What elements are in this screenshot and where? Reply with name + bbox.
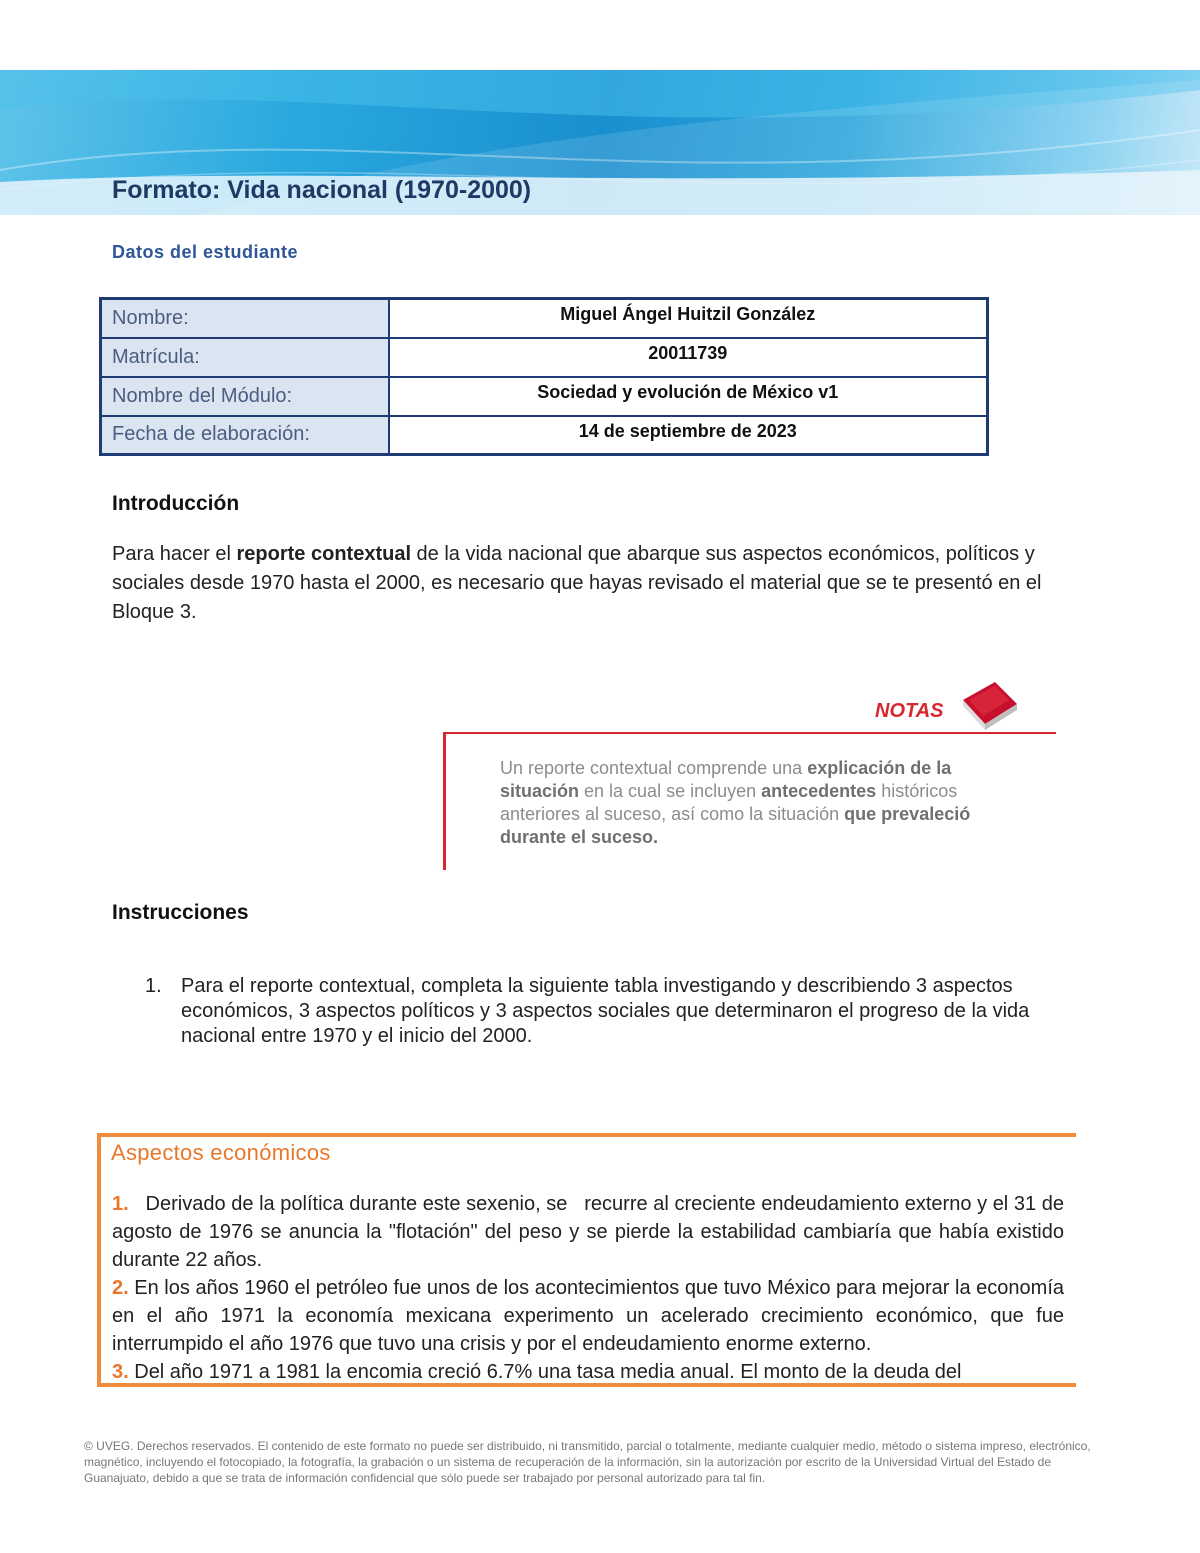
item-number: 3. xyxy=(112,1361,129,1383)
item-text: Derivado de la política durante este sexenio, se recurre al creciente endeudamiento externo y el 31 de agosto de 1976 se anuncia la "flotación" del peso y se pierde la estabilidad cambiaría que había existido durante 22 años. xyxy=(112,1193,1070,1271)
notes-label: NOTAS xyxy=(875,700,944,722)
notes-text-part: históricos anteriores al suceso, así como la situación xyxy=(500,781,958,824)
intro-heading: Introducción xyxy=(112,492,240,515)
name-value: Miguel Ángel Huitzil González xyxy=(389,299,988,338)
name-label: Nombre: xyxy=(101,299,389,338)
intro-paragraph xyxy=(112,540,1102,627)
notes-text-part: en la cual se incluyen xyxy=(579,781,762,801)
notes-text xyxy=(500,757,1020,849)
matricula-value: 20011739 xyxy=(389,338,988,377)
item-text: Del año 1971 a 1981 la encomia creció 6.7% una tasa media anual. El monto de la deuda del xyxy=(128,1361,962,1383)
table-row xyxy=(101,377,988,416)
module-value: Sociedad y evolución de México v1 xyxy=(389,377,988,416)
list-item-number: 1. xyxy=(145,975,162,997)
item-number: 1. xyxy=(112,1193,129,1215)
notes-text-part: Un reporte contextual comprende una xyxy=(500,758,808,778)
economic-aspects-heading: Aspectos económicos xyxy=(111,1140,331,1165)
economic-aspects-text xyxy=(112,1190,1070,1384)
page-title: Formato: Vida nacional (1970-2000) xyxy=(112,176,532,204)
copyright-footer: © UVEG. Derechos reservados. El contenido de este formato no puede ser distribuido, ni transmitido, parcial o totalmente, mediante cualquier medio, método o sistema impreso, electrónico, magnético, incluyendo el fotocopiado, la fotografía, la grabación o un sistema de recuperación de la información, sin la autorización por escrito de la Universidad Virtual del Estado de Guanajuato, debido a que se trata de información confidencial que sólo puede ser trabajado por personal autorizado para tal fin. xyxy=(84,1439,1091,1485)
module-label: Nombre del Módulo: xyxy=(101,377,389,416)
intro-text-part: de la vida nacional que abarque sus aspectos económicos, políticos y sociales desde 1970 hasta el 2000, es necesario que hayas revisado el material que se te presentó en el Bloque 3. xyxy=(112,543,1042,623)
instructions-list xyxy=(145,974,1090,1049)
date-value: 14 de septiembre de 2023 xyxy=(389,416,988,455)
instructions-heading: Instrucciones xyxy=(112,901,249,924)
intro-text-part: Para hacer el xyxy=(112,543,237,565)
list-item xyxy=(145,974,1090,1049)
date-label: Fecha de elaboración: xyxy=(101,416,389,455)
table-row xyxy=(101,338,988,377)
notes-text-bold: antecedentes xyxy=(761,781,877,801)
book-icon xyxy=(959,678,1019,733)
list-item-text: Para el reporte contextual, completa la siguiente tabla investigando y describiendo 3 aspectos económicos, 3 aspectos políticos y 3 aspectos sociales que determinaron el progreso de la vida nacional entre 1970 y el inicio del 2000. xyxy=(181,975,1030,1047)
matricula-label: Matrícula: xyxy=(101,338,389,377)
notes-divider xyxy=(443,732,1056,734)
item-number: 2. xyxy=(112,1277,129,1299)
intro-text-bold: reporte contextual xyxy=(236,543,411,565)
notes-text-bold: explicación de la situación xyxy=(500,758,952,801)
notes-text-bold: que prevaleció durante el suceso. xyxy=(500,804,971,847)
student-data-table xyxy=(99,297,989,456)
item-text: En los años 1960 el petróleo fue unos de los acontecimientos que tuvo México para mejorar la economía en el año 1971 la economía mexicana experimento un acelerado crecimiento económico, que fue interrumpido el año 1976 que tuvo una crisis y por el endeudamiento enorme externo. xyxy=(112,1277,1064,1355)
notes-side-rule xyxy=(443,732,446,870)
table-row xyxy=(101,416,988,455)
student-data-heading: Datos del estudiante xyxy=(112,242,299,262)
table-row xyxy=(101,299,988,338)
